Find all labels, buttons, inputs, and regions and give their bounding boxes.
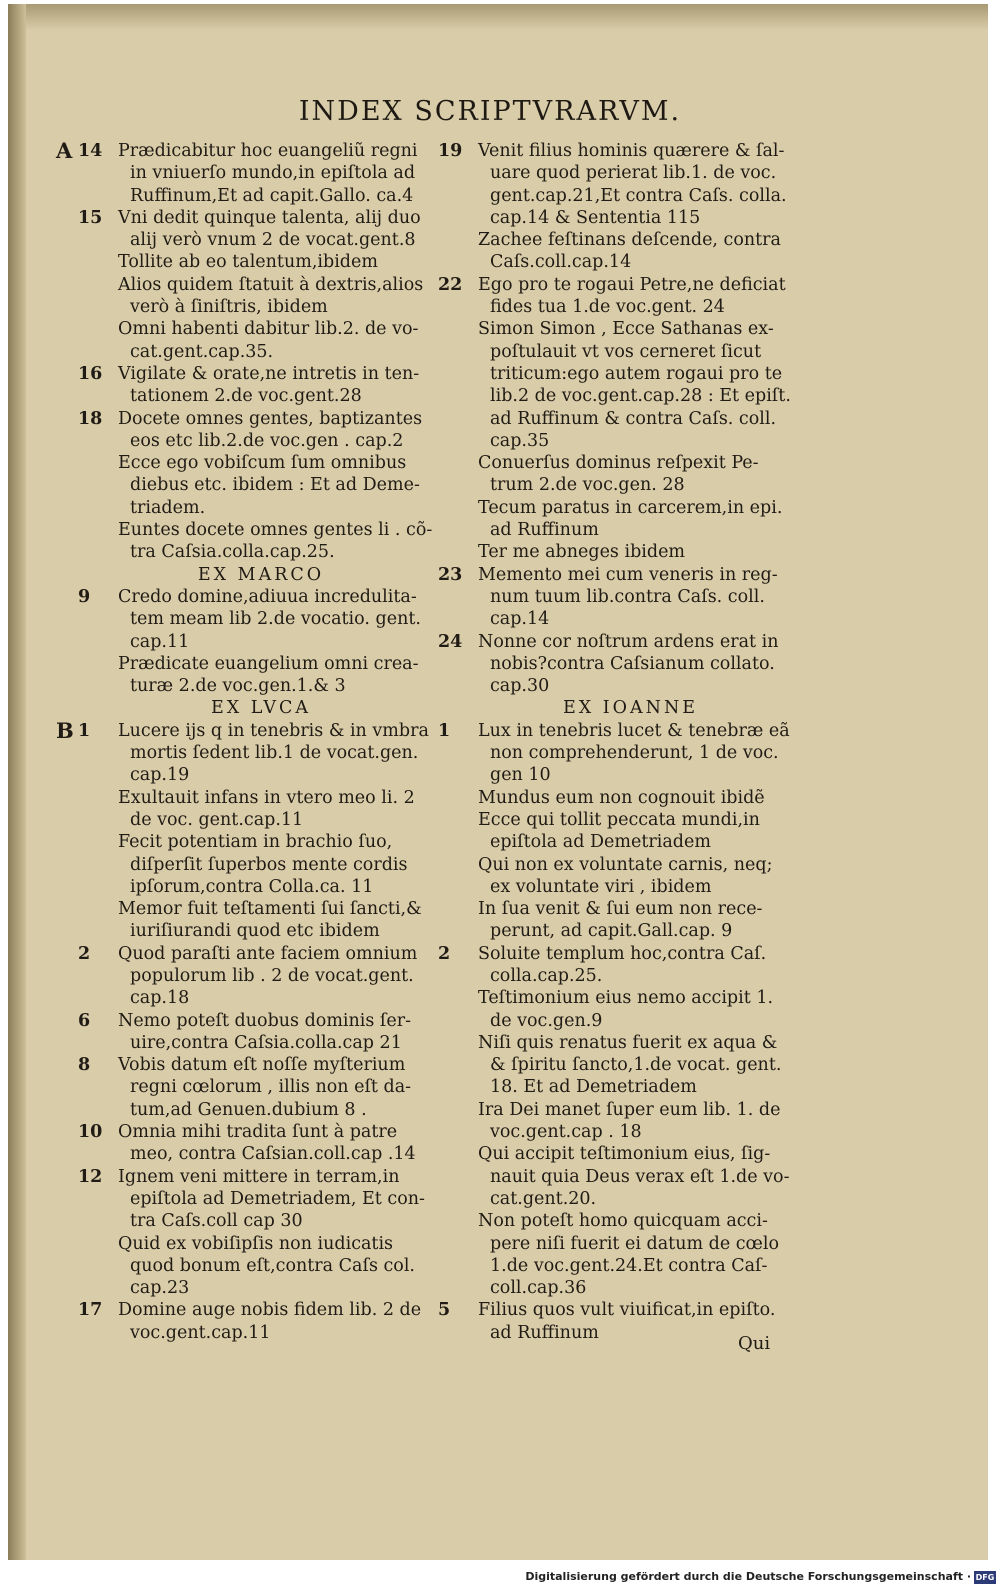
left-column [56, 138, 433, 1344]
entry-line: regni cœlorum , illis non eſt da- [130, 1077, 412, 1098]
section-letter: B [56, 717, 74, 743]
entry-line: ad Ruffinum [490, 520, 599, 541]
entry-line: tra Caſs.coll cap 30 [130, 1211, 303, 1232]
index-entry [56, 653, 426, 698]
verse-number: 1 [78, 720, 91, 741]
index-entry [438, 541, 783, 563]
verse-number: 15 [78, 207, 103, 228]
index-entry [56, 274, 426, 319]
index-entry [438, 631, 783, 698]
entry-line: epiſtola ad Demetriadem, Et con- [130, 1188, 425, 1209]
index-entry [56, 408, 426, 453]
verse-number: 8 [78, 1055, 91, 1076]
entry-line: meo, contra Caſsian.coll.cap .14 [130, 1144, 416, 1165]
index-entry [438, 274, 786, 319]
index-entry [438, 809, 783, 854]
index-entry [56, 1121, 426, 1166]
right-column [438, 140, 791, 1344]
entry-line: Ignem veni mittere in terram,in [118, 1166, 400, 1187]
index-entry [56, 251, 426, 273]
index-entry [438, 943, 783, 988]
dfg-logo: DFG [975, 1572, 995, 1582]
entry-line: Lux in tenebris lucet & tenebræ eã [478, 720, 790, 741]
entry-line: cap.14 & Sententia 115 [490, 207, 701, 228]
section-heading: EX IOANNE [562, 698, 699, 719]
entry-line: cap.19 [130, 765, 190, 786]
entry-line: tem meam lib 2.de vocatio. gent. [130, 609, 421, 630]
index-entry [56, 318, 426, 363]
entry-line: Simon Simon , Ecce Sathanas ex- [478, 319, 774, 340]
entry-line: Ecce ego vobiſcum ſum omnibus [118, 453, 407, 474]
index-entry [56, 943, 426, 1010]
entry-line: ex voluntate viri , ibidem [490, 876, 712, 897]
verse-number: 5 [438, 1300, 451, 1321]
section-heading: EX LVCA [210, 698, 311, 719]
index-entry [56, 519, 433, 564]
entry-line: Teſtimonium eius nemo accipit 1. [478, 988, 774, 1009]
entry-line: Ter me abneges ibidem [478, 542, 686, 563]
entry-line: tra Caſsia.colla.cap.25. [130, 542, 335, 563]
verse-number: 10 [78, 1122, 103, 1143]
entry-line: colla.cap.25. [490, 965, 603, 986]
section-heading: EX MARCO [197, 564, 325, 585]
entry-line: perunt, ad capit.Gall.cap. 9 [490, 921, 733, 942]
entry-line: cap.14 [490, 609, 550, 630]
entry-line: tum,ad Genuen.dubium 8 . [130, 1099, 367, 1120]
entry-line: cat.gent.20. [490, 1188, 597, 1209]
entry-line: Non poteſt homo quicquam acci- [478, 1211, 768, 1232]
entry-line: mortis ſedent lib.1 de vocat.gen. [130, 743, 419, 764]
index-entry [438, 1099, 783, 1144]
entry-line: Qui non ex voluntate carnis, neq; [478, 854, 773, 875]
entry-line: gent.cap.21,Et contra Caſs. colla. [490, 185, 787, 206]
entry-line: uire,contra Caſsia.colla.cap 21 [130, 1032, 402, 1053]
verse-number: 2 [78, 943, 91, 964]
index-entry [56, 787, 426, 832]
entry-line: nauit quia Deus verax eſt 1.de vo- [490, 1166, 790, 1187]
entry-line: cap.35 [490, 430, 550, 451]
verse-number: 2 [438, 943, 451, 964]
entry-line: turæ 2.de voc.gen.1.& 3 [130, 676, 346, 697]
entry-line: Vni dedit quinque talenta, alij duo [118, 207, 421, 228]
index-entry [56, 1233, 426, 1300]
entry-line: cap.30 [490, 676, 550, 697]
index-entry [56, 831, 426, 898]
index-entry [438, 854, 783, 899]
entry-line: diſperſit ſuperbos mente cordis [130, 854, 408, 875]
entry-line: Zachee feſtinans deſcende, contra [478, 230, 781, 251]
index-entry [56, 363, 426, 408]
index-entry [438, 318, 791, 452]
entry-line: Nemo poteſt duobus dominis ſer- [118, 1010, 412, 1031]
entry-line: Exultauit infans in vtero meo li. 2 [118, 787, 415, 808]
entry-line: cap.11 [130, 631, 190, 652]
entry-line: Ira Dei manet ſuper eum lib. 1. de [478, 1099, 781, 1120]
entry-line: In ſua venit & ſui eum non rece- [478, 899, 763, 920]
index-entry [438, 497, 783, 542]
entry-line: Vigilate & orate,ne intretis in ten- [118, 363, 420, 384]
entry-line: Memento mei cum veneris in reg- [478, 564, 778, 585]
index-entry [56, 1054, 426, 1121]
entry-line: Tecum paratus in carcerem,in epi. [478, 497, 783, 518]
entry-line: de voc. gent.cap.11 [130, 809, 304, 830]
entry-line: Vobis datum eſt noſſe myſterium [118, 1055, 406, 1076]
entry-line: Ruffinum,Et ad capit.Gallo. ca.4 [130, 185, 414, 206]
entry-line: quod bonum eſt,contra Caſs col. [130, 1255, 415, 1276]
entry-line: populorum lib . 2 de vocat.gent. [130, 965, 414, 986]
entry-line: tationem 2.de voc.gent.28 [130, 386, 362, 407]
index-entry [438, 1299, 783, 1344]
entry-line: Caſs.coll.cap.14 [490, 252, 632, 273]
entry-line: Qui accipit teſtimonium eius, ſig- [478, 1144, 771, 1165]
footer-text: Digitalisierung gefördert durch die Deutsche Forschungsgemeinschaft · [525, 1570, 971, 1583]
section-letter: A [56, 138, 73, 163]
entry-line: Fecit potentiam in brachio ſuo, [118, 832, 393, 853]
verse-number: 9 [78, 586, 91, 607]
index-entry [438, 140, 787, 229]
entry-line: coll.cap.36 [490, 1278, 587, 1299]
entry-line: Niſi quis renatus fuerit ex aqua & [478, 1032, 778, 1053]
verse-number: 23 [438, 564, 463, 585]
entry-line: Omnia mihi tradita ſunt à patre [118, 1122, 398, 1143]
entry-line: 18. Et ad Demetriadem [490, 1077, 697, 1098]
verse-number: 17 [78, 1300, 103, 1321]
entry-line: fides tua 1.de voc.gent. 24 [490, 297, 725, 318]
entry-line: in vniuerſo mundo,in epiſtola ad [130, 163, 416, 184]
entry-line: Euntes docete omnes gentes li . cõ- [118, 520, 433, 541]
index-entry [438, 564, 783, 631]
entry-line: poſtulauit vt vos cerneret ſicut [490, 341, 762, 362]
entry-line: Tollite ab eo talentum,ibidem [118, 252, 378, 273]
entry-line: Nonne cor noſtrum ardens erat in [478, 631, 779, 652]
entry-line: ad Ruffinum [490, 1322, 599, 1343]
index-entry [438, 452, 783, 497]
index-entry [438, 787, 783, 809]
entry-line: iuriſiurandi quod etc ibidem [130, 921, 380, 942]
entry-line: triadem. [130, 497, 206, 518]
entry-line: Memor fuit teſtamenti ſui ſancti,& [118, 899, 422, 920]
entry-line: Quod paraſti ante faciem omnium [118, 943, 418, 964]
verse-number: 6 [78, 1010, 91, 1031]
verse-number: 22 [438, 274, 463, 295]
entry-line: pere niſi fuerit ei datum de cœlo [490, 1233, 779, 1254]
entry-line: Conuerſus dominus reſpexit Pe- [478, 453, 759, 474]
entry-line: cap.18 [130, 988, 190, 1009]
index-entry [438, 1210, 783, 1299]
entry-line: verò à ſiniſtris, ibidem [130, 297, 328, 318]
entry-line: ipſorum,contra Colla.ca. 11 [130, 876, 374, 897]
verse-number: 16 [78, 363, 103, 384]
entry-line: Alios quidem ſtatuit à dextris,alios [118, 274, 424, 295]
entry-line: non comprehenderunt, 1 de voc. [490, 743, 779, 764]
entry-line: gen 10 [490, 765, 551, 786]
verse-number: 1 [438, 720, 451, 741]
entry-line: trum 2.de voc.gen. 28 [490, 475, 685, 496]
verse-number: 24 [438, 631, 463, 652]
verse-number: 12 [78, 1166, 103, 1187]
index-entry [56, 586, 426, 653]
entry-line: Mundus eum non cognouit ibidẽ [478, 787, 765, 808]
entry-line: Docete omnes gentes, baptizantes [118, 408, 423, 429]
entry-line: eos etc lib.2.de voc.gen . cap.2 [130, 430, 404, 451]
entry-line: epiſtola ad Demetriadem [490, 832, 711, 853]
entry-line: Prædicate euangelium omni crea- [118, 653, 419, 674]
entry-line: ad Ruffinum & contra Caſs. coll. [490, 408, 777, 429]
index-entry [438, 898, 783, 943]
index-entry [438, 1143, 790, 1210]
page-title: INDEX SCRIPTVRARVM. [298, 96, 682, 127]
entry-line: cap.23 [130, 1278, 190, 1299]
entry-line: Domine auge nobis fidem lib. 2 de [118, 1300, 422, 1321]
entry-line: Filius quos vult viuificat,in epiſto. [478, 1300, 776, 1321]
entry-line: Credo domine,adiuua incredulita- [118, 586, 417, 607]
index-entry [56, 207, 426, 252]
entry-line: uare quod perierat lib.1. de voc. [490, 163, 777, 184]
entry-line: Soluite templum hoc,contra Caſ. [478, 943, 767, 964]
entry-line: nobis?contra Caſsianum collato. [490, 653, 775, 674]
entry-line: & ſpiritu ſancto,1.de vocat. gent. [490, 1055, 782, 1076]
index-entry [56, 140, 426, 207]
footer [0, 1570, 996, 1584]
verse-number: 19 [438, 141, 463, 161]
entry-line: Venit filius hominis quærere & ſal- [478, 141, 785, 161]
index-entry [438, 1032, 783, 1099]
index-entry [438, 720, 790, 787]
entry-line: num tuum lib.contra Caſs. coll. [490, 586, 765, 607]
entry-line: Omni habenti dabitur lib.2. de vo- [118, 319, 419, 340]
entry-line: Quid ex vobiſipſis non iudicatis [118, 1233, 394, 1254]
entry-line: Prædicabitur hoc euangeliũ regni [118, 141, 418, 161]
entry-line: 1.de voc.gent.24.Et contra Caſ- [490, 1255, 768, 1276]
entry-line: voc.gent.cap . 18 [490, 1122, 642, 1143]
index-entry [56, 1010, 426, 1055]
index-entry [56, 717, 429, 787]
index-entry [438, 229, 783, 274]
entry-line: cat.gent.cap.35. [130, 341, 274, 362]
entry-line: alij verò vnum 2 de vocat.gent.8 [130, 230, 416, 251]
entry-line: Lucere ijs q in tenebris & in vmbra [118, 720, 429, 741]
entry-line: voc.gent.cap.11 [130, 1322, 271, 1343]
entry-line: Ego pro te rogaui Petre,ne deficiat [478, 274, 786, 295]
index-entry [56, 1299, 426, 1344]
verse-number: 18 [78, 408, 103, 429]
entry-line: diebus etc. ibidem : Et ad Deme- [130, 475, 420, 496]
index-entry [56, 1166, 426, 1233]
index-entry [56, 898, 426, 943]
catchword: Qui [738, 1333, 771, 1354]
entry-line: de voc.gen.9 [490, 1010, 603, 1031]
index-entry [56, 452, 426, 519]
entry-line: Ecce qui tollit peccata mundi,in [478, 809, 760, 830]
index-entry [438, 987, 783, 1032]
entry-line: lib.2 de voc.gent.cap.28 : Et epiſt. [490, 386, 791, 407]
entry-line: triticum:ego autem rogaui pro te [490, 363, 783, 384]
verse-number: 14 [78, 141, 103, 161]
